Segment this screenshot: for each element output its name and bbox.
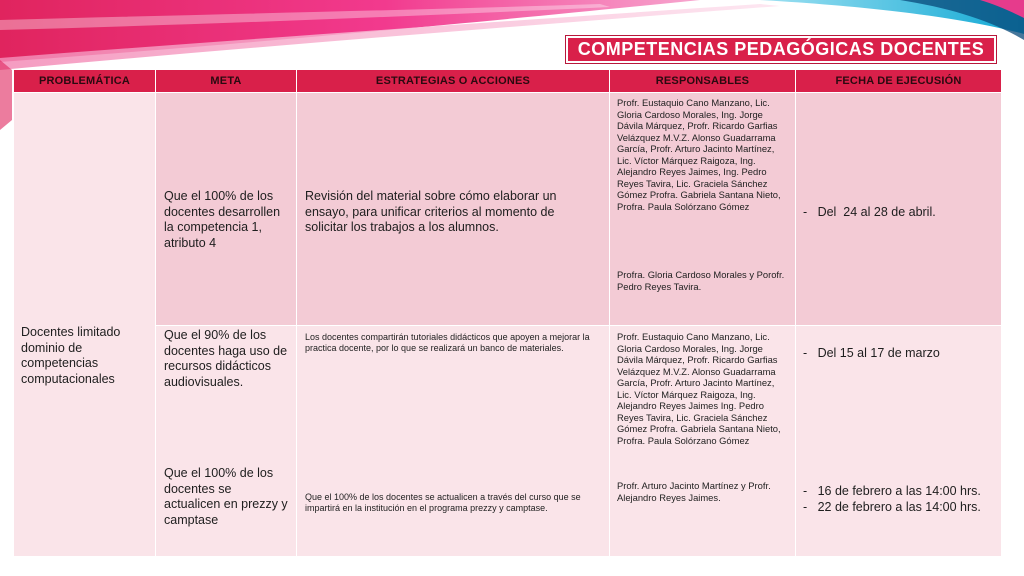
header-estrategias: ESTRATEGIAS O ACCIONES: [297, 70, 610, 93]
meta-text-2: Que el 90% de los docentes haga uso de recursos didácticos audiovisuales.: [164, 328, 288, 389]
header-fecha: FECHA DE EJECUSIÓN: [796, 70, 1002, 93]
table-row: [14, 326, 1002, 557]
responsables-text-1: Profr. Eustaquio Cano Manzano, Lic. Gloria Cardoso Morales, Ing. Jorge Dávila Márquez, Profr. Ricardo Garfias Velázquez M.V.Z. Alonso Guadarrama García, Profr. Arturo Jacinto Martínez, Lic. Víctor Márquez Raigoza, Ing. Alejandro Reyes Jaimes, Ing. Pedro Reyes Tavira, Lic. Graciela Sánchez Gómez Profra. Gabriela Santana Nieto, Profra. Paula Solórzano Gómez: [617, 97, 781, 212]
responsables-text-2: Profra. Gloria Cardoso Morales y Porofr. Pedro Reyes Tavira.: [617, 269, 785, 292]
competencias-table: [13, 69, 1002, 557]
responsables-text-4: Profr. Arturo Jacinto Martínez y Profr. Alejandro Reyes Jaimes.: [617, 480, 771, 503]
table-row: [14, 93, 1002, 326]
left-edge-decoration: [0, 0, 14, 576]
fecha-cell: [796, 326, 1002, 557]
responsables-text-3: Profr. Eustaquio Cano Manzano, Lic. Gloria Cardoso Morales, Ing. Jorge Dávila Márquez, Profr. Ricardo Garfias Velázquez M.V.Z. Alonso Guadarrama García, Profr. Arturo Jacinto Martínez, Lic. Víctor Márquez Raigoza, Ing. Alejandro Reyes Jaimes Ing. Pedro Reyes Tavira, Lic. Graciela Sánchez Gómez Profra. Gabriela Santana Nieto, Profra. Paula Solórzano Gómez: [617, 331, 781, 446]
header-responsables: RESPONSABLES: [610, 70, 796, 93]
meta-text-3: Que el 100% de los docentes se actualicen en prezzy y camptase: [164, 466, 288, 527]
header-problematica: PROBLEMÁTICA: [14, 70, 156, 93]
problematica-cell: [14, 93, 156, 557]
table-header-row: [14, 70, 1002, 93]
estrategia-text-3: Que el 100% de los docentes se actualicen a través del curso que se impartirá en la institución en el programa prezzy y camptase.: [305, 492, 581, 514]
fecha-cell: [796, 93, 1002, 326]
responsables-cell: [610, 326, 796, 557]
estrategia-text-1: Revisión del material sobre cómo elaborar un ensayo, para unificar criterios al momento de solicitar los trabajos a los alumnos.: [305, 189, 557, 234]
fecha-text-3: - 16 de febrero a las 14:00 hrs.: [803, 484, 981, 498]
problematica-text: Docentes limitado dominio de competencias computacionales: [21, 325, 121, 386]
estrategia-cell: [297, 326, 610, 557]
estrategia-cell: [297, 93, 610, 326]
fecha-text-4: - 22 de febrero a las 14:00 hrs.: [803, 500, 981, 514]
meta-text-1: Que el 100% de los docentes desarrollen la competencia 1, atributo 4: [164, 189, 281, 250]
fecha-text-2: - Del 15 al 17 de marzo: [803, 346, 940, 360]
header-meta: META: [156, 70, 297, 93]
responsables-cell: [610, 93, 796, 326]
meta-cell: [156, 93, 297, 326]
fecha-text-1: - Del 24 al 28 de abril.: [803, 205, 936, 219]
page-title: COMPETENCIAS PEDAGÓGICAS DOCENTES: [566, 36, 996, 63]
meta-cell: [156, 326, 297, 557]
estrategia-text-2: Los docentes compartirán tutoriales didácticos que apoyen a mejorar la practica docente, por lo que se realizará un banco de materiales.: [305, 332, 590, 354]
